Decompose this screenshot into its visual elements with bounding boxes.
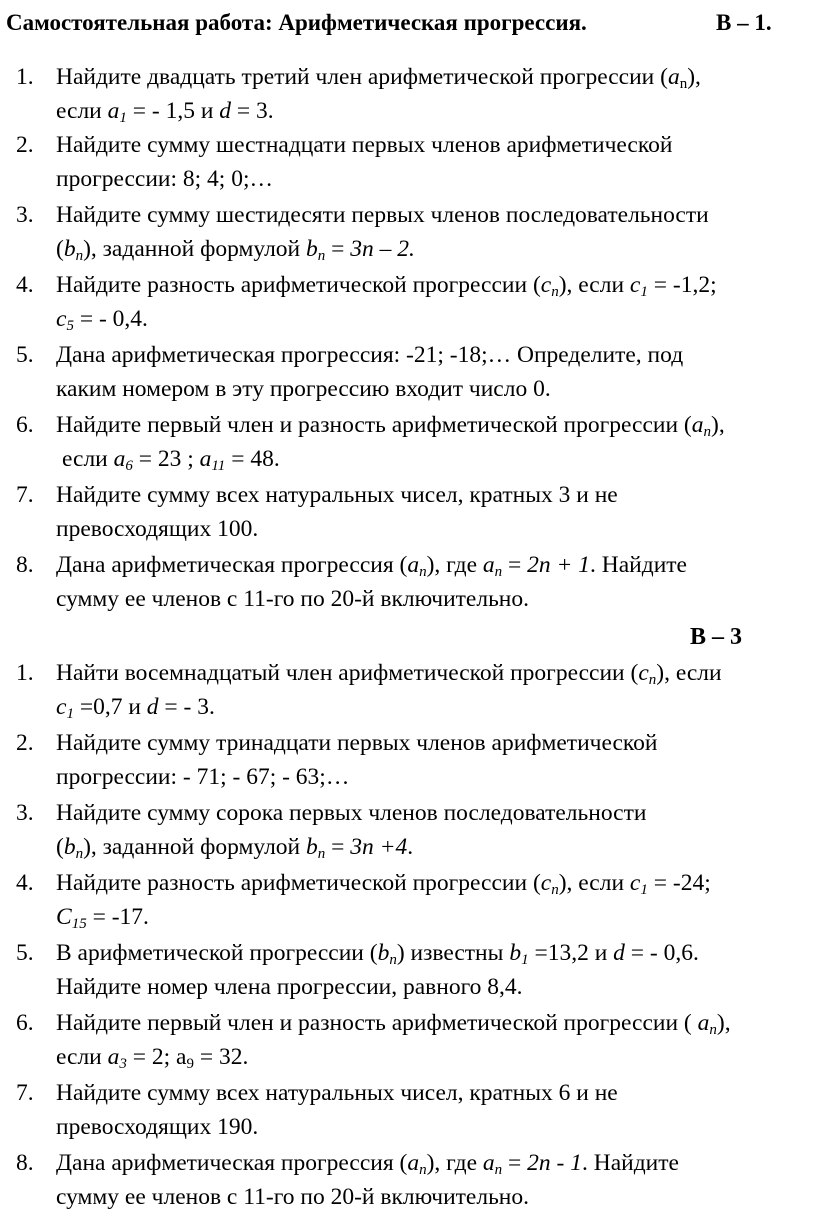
variant-3-label: В – 3 — [690, 624, 743, 650]
task-number: 1. — [16, 64, 34, 90]
task-number: 4. — [16, 870, 34, 896]
task-line-1: Дана арифметическая прогрессия $(a_n)$, где $a_n = 2n - 1$. Найдите — [56, 1150, 679, 1178]
worksheet-title: Самостоятельная работа: Арифметическая прогрессия. — [6, 10, 587, 35]
task-line-1: Найдите первый член и разность арифметической прогрессии $(a_n)$, — [56, 412, 725, 440]
task-line-2: $(b_n)$, заданной формулой $b_n = 3n - 2$. — [56, 236, 415, 264]
task-number: 2. — [16, 730, 34, 756]
task-line-1: В арифметической прогрессии $(b_n)$ известны $b_1 =13,2$ и d = - 0,6. — [56, 940, 699, 968]
task-line-2: $(b_n)$, заданной формулой $b_n = 3n +4$. — [56, 834, 414, 862]
task-line-1: Найдите разность арифметической прогрессии $(c_n)$, если $c_1 = -1,2$; — [56, 272, 717, 300]
task-line-2: прогрессии: 8; 4; 0;… — [56, 166, 273, 192]
task-line-2: $c_1 =0,7$ и d = - 3. — [56, 694, 215, 722]
task-line-2: превосходящих 190. — [56, 1114, 259, 1140]
task-number: 4. — [16, 272, 34, 298]
task-number: 5. — [16, 940, 34, 966]
task-number: 2. — [16, 132, 34, 158]
task-number: 3. — [16, 800, 34, 826]
task-line-2: если $a_6 = 23$ ; $a_{11} = 48$. — [62, 446, 280, 474]
task-line-1: Найти восемнадцатый член арифметической прогрессии $(c_n)$, если — [56, 660, 722, 688]
task-number: 1. — [16, 660, 34, 686]
task-line-2: прогрессии: - 71; - 67; - 63;… — [56, 764, 350, 790]
task-number: 7. — [16, 482, 34, 508]
task-number: 3. — [16, 202, 34, 228]
task-line-1: Дана арифметическая прогрессия: -21; -18;… Определите, под — [56, 342, 684, 368]
task-line-1: Дана арифметическая прогрессия $(a_n)$, где $a_n = 2n + 1$. Найдите — [56, 552, 687, 580]
task-number: 6. — [16, 412, 34, 438]
task-line-1: Найдите сумму тринадцати первых членов арифметической — [56, 730, 658, 756]
task-number: 8. — [16, 1150, 34, 1176]
task-line-2: сумму ее членов с 11-го по 20-й включительно. — [56, 586, 529, 612]
task-number: 5. — [16, 342, 34, 368]
task-line-1: Найдите сумму всех натуральных чисел, кратных 6 и не — [56, 1080, 618, 1106]
task-line-1: Найдите двадцать третий член арифметической прогрессии $(а_n)$, — [56, 64, 701, 92]
variant-1-label: В – 1. — [716, 10, 772, 35]
task-line-2: $c_5$ = - 0,4. — [56, 306, 148, 334]
task-line-2: если $a_1$ = - 1,5 и d = 3. — [56, 98, 274, 126]
task-line-2: сумму ее членов с 11-го по 20-й включительно. — [56, 1184, 529, 1210]
task-line-2: каким номером в эту прогрессию входит число 0. — [56, 376, 551, 402]
task-number: 7. — [16, 1080, 34, 1106]
task-line-1: Найдите сумму всех натуральных чисел, кратных 3 и не — [56, 482, 618, 508]
task-line-1: Найдите сумму сорока первых членов последовательности — [56, 800, 647, 826]
task-number: 6. — [16, 1010, 34, 1036]
worksheet-header — [6, 6, 806, 40]
task-line-1: Найдите сумму шестнадцати первых членов арифметической — [56, 132, 673, 158]
task-line-2: $C_{15} = -17$. — [56, 904, 149, 932]
task-line-1: Найдите разность арифметической прогрессии $(c_n)$, если $c_1 = -24$; — [56, 870, 711, 898]
task-line-2: Найдите номер члена прогрессии, равного 8,4. — [56, 974, 523, 1000]
task-line-2: превосходящих 100. — [56, 516, 259, 542]
task-number: 8. — [16, 552, 34, 578]
task-line-1: Найдите сумму шестидесяти первых членов последовательности — [56, 202, 709, 228]
task-line-2: если $a_3 = 2$; $а_9 = 32$. — [56, 1044, 249, 1072]
task-line-1: Найдите первый член и разность арифметической прогрессии ( $a_n$), — [56, 1010, 731, 1038]
